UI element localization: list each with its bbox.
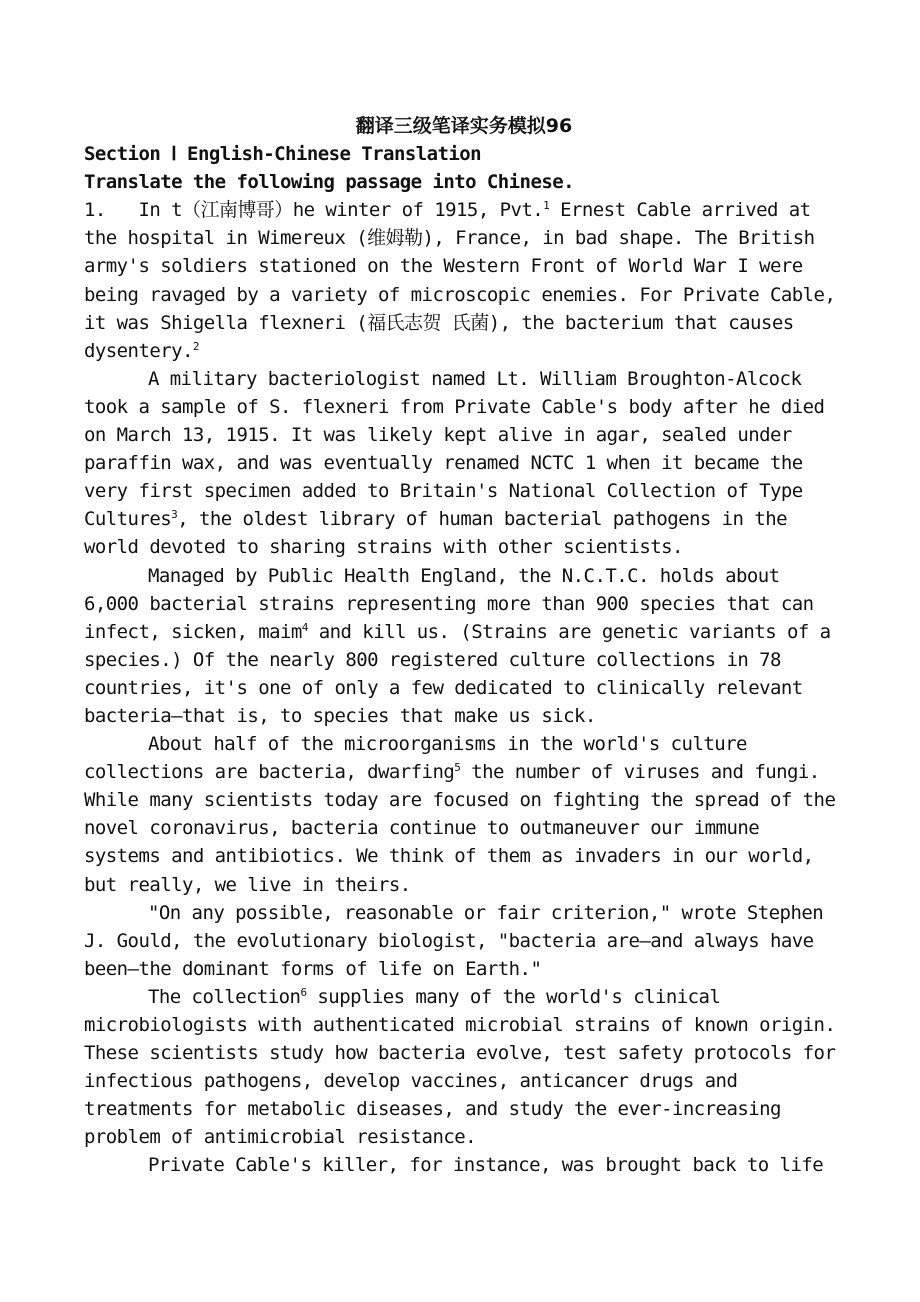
paragraph <box>84 196 844 365</box>
paragraph-line: bacteria—that is, to species that make us sick. <box>84 704 596 727</box>
paragraph-line: been—the dominant forms of life on Earth." <box>84 957 542 980</box>
paragraph-line: These scientists study how bacteria evolve, test safety protocols for <box>84 1042 836 1065</box>
paragraph-line: army's soldiers stationed on the Western Front of World War I were <box>84 255 803 278</box>
footnote-ref: 2 <box>192 339 199 353</box>
footnote-ref: 3 <box>171 508 178 522</box>
paragraph-line: microbiologists with authenticated microbial strains of known origin. <box>84 1014 836 1036</box>
paragraph-line: collections are bacteria, dwarfing$^5$ the number of viruses and fungi. <box>84 761 820 784</box>
paragraph-line: Managed by Public Health England, the N.C.T.C. holds about <box>148 564 780 587</box>
paragraph-line: species.) Of the nearly 800 registered culture collections in 78 <box>84 648 781 671</box>
paragraph-line: novel coronavirus, bacteria continue to outmaneuver our immune <box>84 817 760 840</box>
paragraph-line: very first specimen added to Britain's National Collection of Type <box>84 480 803 503</box>
footnote-ref: 4 <box>301 620 308 634</box>
paragraph-line: problem of antimicrobial resistance. <box>84 1126 477 1149</box>
paragraph-line: infect, sicken, maim$^4$ and kill us. (Strains are genetic variants of a <box>84 620 831 643</box>
paragraph <box>84 730 844 899</box>
paragraph <box>84 983 844 1152</box>
footnote-ref: 1 <box>543 199 550 213</box>
paragraph-line: infectious pathogens, develop vaccines, anticancer drugs and <box>84 1070 738 1093</box>
instruction-text: Translate the following passage into Chinese. <box>84 171 575 194</box>
paragraph <box>84 365 844 562</box>
paragraph-line: treatments for metabolic diseases, and study the ever-increasing <box>84 1098 781 1121</box>
paragraph-line: Cultures$^3$, the oldest library of human bacterial pathogens in the <box>84 508 787 531</box>
paragraph-line: took a sample of S. flexneri from Private Cable's body after he died <box>84 395 825 418</box>
paragraph-line: 1. In t（江南博哥）he winter of 1915, Pvt.$^1$ Ernest Cable arrived at <box>84 199 811 222</box>
paragraph-line: on March 13, 1915. It was likely kept alive in agar, sealed under <box>84 424 792 447</box>
paragraph-line: dysentery.$^2$ <box>84 339 199 362</box>
paragraph <box>84 562 844 731</box>
footnote-ref: 6 <box>300 985 307 999</box>
paragraph <box>84 899 844 983</box>
paragraph-line: "On any possible, reasonable or fair criterion," wrote Stephen <box>148 901 824 924</box>
paragraph-line: A military bacteriologist named Lt. William Broughton-Alcock <box>148 367 802 390</box>
footnote-ref: 5 <box>454 761 461 775</box>
paragraph-line: being ravaged by a variety of microscopic enemies. For Private Cable, <box>84 283 836 306</box>
paragraph-line: The collection$^6$ supplies many of the world's clinical <box>148 985 721 1008</box>
section-heading: Section Ⅰ English-Chinese Translation <box>84 143 482 166</box>
paragraph-line: but really, we live in theirs. <box>84 873 411 896</box>
passage-body <box>84 196 844 1179</box>
paragraph-line: J. Gould, the evolutionary biologist, "bacteria are—and always have <box>84 929 814 952</box>
paragraph-line: While many scientists today are focused on fighting the spread of the <box>84 789 836 812</box>
document-title: 翻译三级笔译实务模拟96 <box>355 115 573 137</box>
paragraph-line: 6,000 bacterial strains representing more than 900 species that can <box>84 592 814 615</box>
paragraph-line: Private Cable's killer, for instance, was brought back to life <box>148 1154 824 1177</box>
paragraph-line: world devoted to sharing strains with other scientists. <box>84 536 683 559</box>
paragraph <box>84 1151 844 1179</box>
paragraph-line: the hospital in Wimereux (维姆勒), France, in bad shape. The British <box>84 227 815 250</box>
paragraph-line: it was Shigella flexneri (福氏志贺 氏菌), the bacterium that causes <box>84 311 794 334</box>
paragraph-line: paraffin wax, and was eventually renamed NCTC 1 when it became the <box>84 452 803 475</box>
document-content <box>84 112 844 1180</box>
paragraph-line: About half of the microorganisms in the world's culture <box>148 733 747 756</box>
paragraph-line: countries, it's one of only a few dedicated to clinically relevant <box>84 676 803 699</box>
paragraph-line: systems and antibiotics. We think of them as invaders in our world, <box>84 845 814 868</box>
